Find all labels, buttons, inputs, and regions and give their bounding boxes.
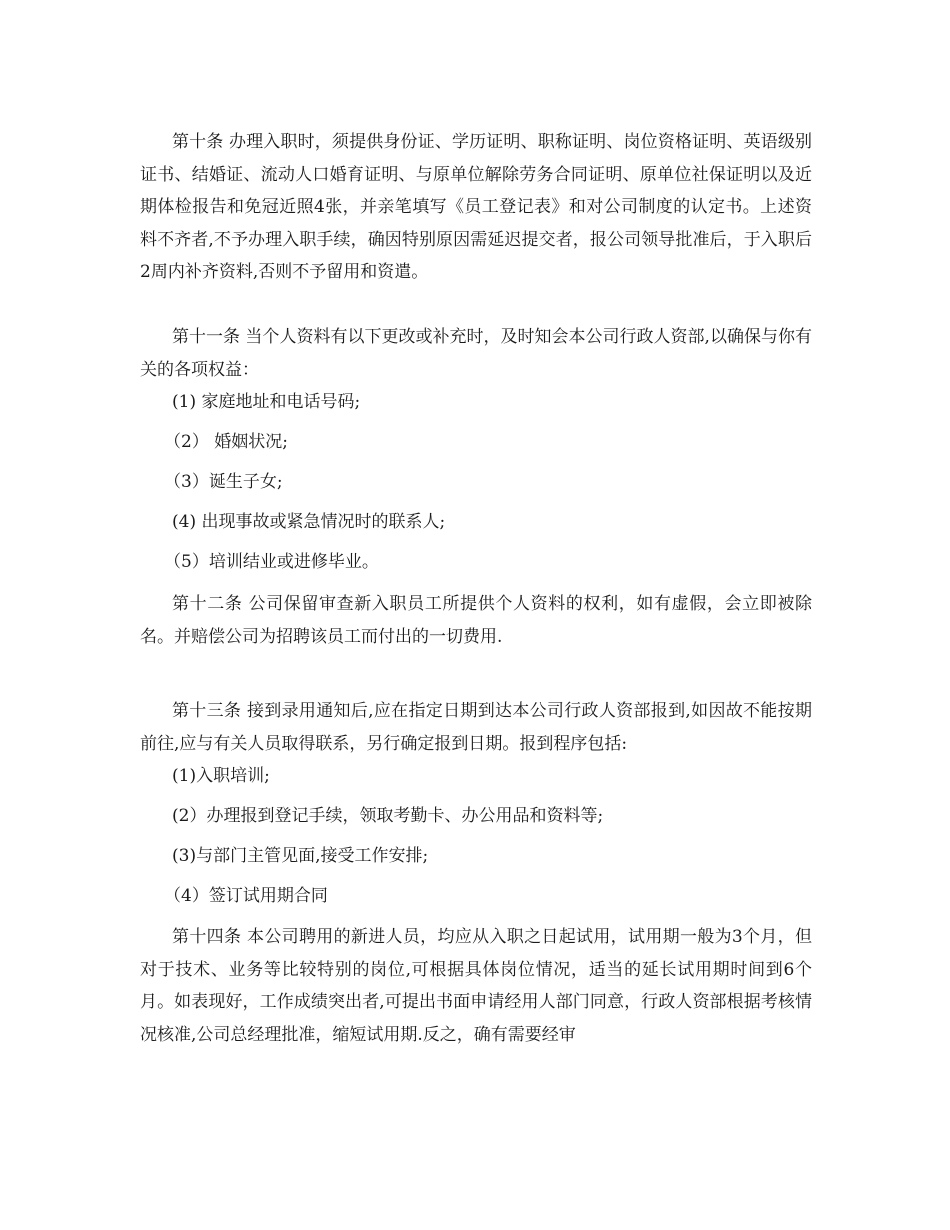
list-item: (1) 家庭地址和电话号码;: [172, 392, 361, 412]
article-13-paragraph: 第十三条 接到录用通知后,应在指定日期到达本公司行政人资部报到,如因故不能按期前往,应与有关人员取得联系，另行确定报到日期。报到程序包括:: [140, 701, 812, 754]
list-item: (4) 出现事故或紧急情况时的联系人;: [172, 512, 446, 532]
list-item: （2） 婚姻状况;: [164, 432, 288, 452]
article-11-paragraph: 第十一条 当个人资料有以下更改或补充时，及时知会本公司行政人资部,以确保与你有关的各项权益：: [140, 327, 812, 380]
article-10-paragraph: 第十条 办理入职时，须提供身份证、学历证明、职称证明、岗位资格证明、英语级别证书、结婚证、流动人口婚育证明、与原单位解除劳务合同证明、原单位社保证明以及近期体检报告和免冠近照4张，并亲笔填写《员工登记表》和对公司制度的认定书。上述资料不齐者,不予办理入职手续，确因特别原因需延迟提交者，报公司领导批准后，于入职后2周内补齐资料,否则不予留用和资遣。: [140, 132, 812, 283]
list-item: （4）签订试用期合同: [164, 886, 328, 906]
list-item: (3)与部门主管见面,接受工作安排;: [172, 846, 429, 866]
list-item: (2）办理报到登记手续，领取考勤卡、办公用品和资料等;: [172, 806, 604, 826]
list-item: （3）诞生子女;: [164, 472, 283, 492]
article-12-paragraph: 第十二条 公司保留审查新入职员工所提供个人资料的权利，如有虚假，会立即被除名。并赔偿公司为招聘该员工而付出的一切费用.: [140, 594, 812, 647]
article-14-paragraph: 第十四条 本公司聘用的新进人员，均应从入职之日起试用，试用期一般为3个月，但对于技术、业务等比较特别的岗位,可根据具体岗位情况，适当的延长试用期时间到6个月。如表现好，工作成绩突出者,可提出书面申请经用人部门同意，行政人资部根据考核情况核准,公司总经理批准，缩短试用期.反之，确有需要经审: [140, 927, 812, 1045]
list-item: (1)入职培训;: [172, 766, 270, 786]
list-item: （5）培训结业或进修毕业。: [164, 552, 379, 572]
